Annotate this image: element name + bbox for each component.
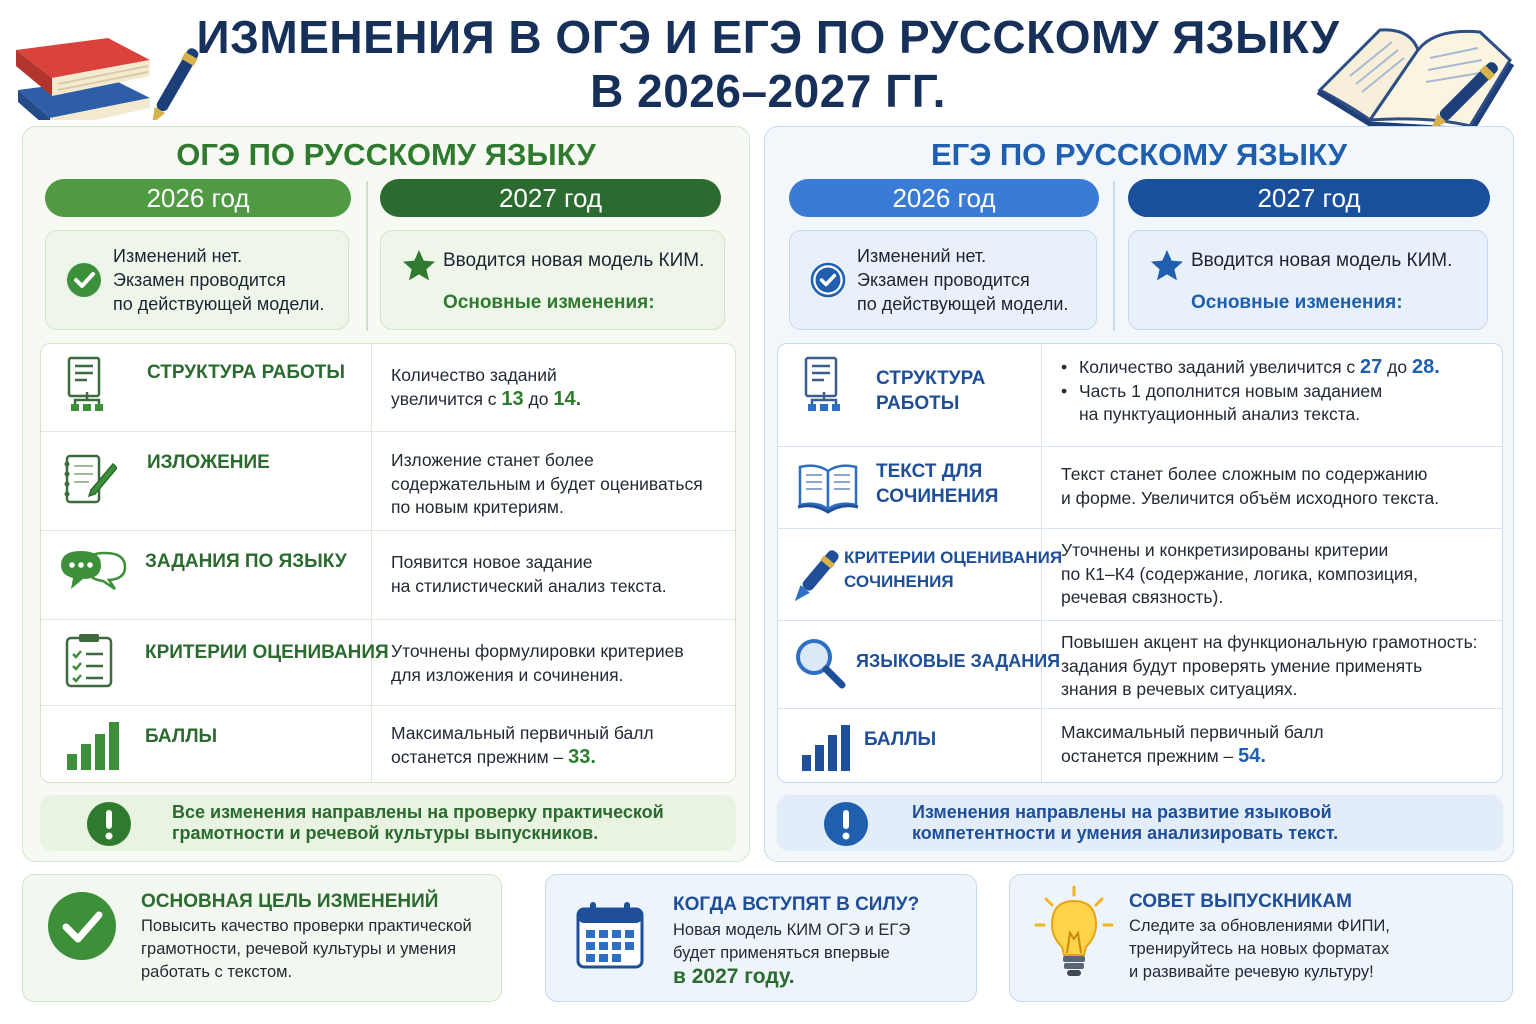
desc-line: Повышен акцент на функциональную грамотность: <box>1061 632 1478 652</box>
text-line: будет применяться впервые <box>673 944 890 962</box>
old-task-count: 27 <box>1360 356 1383 378</box>
status-line: Изменений нет. <box>857 246 987 266</box>
ege-status-2026-text <box>857 244 1068 316</box>
text-line: грамотности, речевой культуры и умения <box>141 940 457 958</box>
bar-chart-icon <box>63 718 119 774</box>
desc-line <box>1061 745 1324 769</box>
exclamation-icon <box>86 801 132 847</box>
effective-date-text <box>673 919 910 965</box>
goal-card <box>22 874 502 1002</box>
max-score-value: 33 <box>568 745 591 768</box>
row-description <box>391 640 684 687</box>
oge-status-2027-card <box>380 230 725 330</box>
note-line: грамотности и речевой культуры выпускников. <box>172 823 599 843</box>
row-label-cell <box>778 621 1061 708</box>
max-score-value: 54 <box>1238 744 1261 767</box>
ege-panel <box>764 126 1514 862</box>
new-task-count: 14 <box>553 387 576 410</box>
table-row <box>778 709 1502 783</box>
effective-year: в 2027 году. <box>673 965 795 988</box>
desc-text: останется прежним – <box>391 746 569 767</box>
oge-year-2027-pill: 2027 год <box>380 179 721 217</box>
label-line: СТРУКТУРА <box>876 368 986 389</box>
desc-line: Уточнены формулировки критериев <box>391 641 684 661</box>
label-line: РАБОТЫ <box>876 393 960 414</box>
ege-summary-text <box>912 802 1338 844</box>
structure-icon <box>63 356 119 412</box>
row-description <box>391 722 654 769</box>
desc-text: увеличится с <box>391 388 502 409</box>
ege-year-2027-pill: 2027 год <box>1128 179 1490 217</box>
desc-text: . <box>1434 356 1440 378</box>
row-description <box>1061 721 1324 768</box>
text-line: Следите за обновлениями ФИПИ, <box>1129 917 1390 935</box>
status-line: Экзамен проводится <box>857 270 1030 290</box>
star-icon <box>1149 248 1185 284</box>
desc-line: Текст станет более сложным по содержанию <box>1061 464 1428 484</box>
row-label-cell <box>41 620 389 705</box>
effective-date-card <box>545 874 977 1002</box>
ege-panel-title: ЕГЭ ПО РУССКОМУ ЯЗЫКУ <box>930 137 1348 172</box>
oge-year-2026-pill: 2026 год <box>45 179 351 217</box>
note-line: компетентности и умения анализировать текст. <box>912 823 1339 843</box>
desc-line: Количество заданий <box>391 365 557 385</box>
old-task-count: 13 <box>501 387 524 410</box>
desc-line: Максимальный первичный балл <box>391 723 654 743</box>
page-title-line-1: ИЗМЕНЕНИЯ В ОГЭ И ЕГЭ ПО РУССКОМУ ЯЗЫКУ <box>196 11 1340 63</box>
note-line: Все изменения направлены на проверку практической <box>172 802 664 822</box>
row-description <box>1061 539 1418 610</box>
oge-main-changes-heading: Основные изменения: <box>443 292 655 313</box>
table-row <box>41 706 735 783</box>
row-label-cell <box>41 432 372 530</box>
label-line: ТЕКСТ ДЛЯ <box>876 461 983 482</box>
row-label-cell <box>778 447 1042 528</box>
row-label: БАЛЛЫ <box>145 726 218 747</box>
row-label: БАЛЛЫ <box>864 729 937 750</box>
oge-status-2026-card <box>45 230 349 330</box>
bullet-item <box>1061 356 1440 380</box>
desc-line: содержательным и будет оцениваться <box>391 473 703 494</box>
ege-year-2026-pill: 2026 год <box>789 179 1099 217</box>
desc-line: Уточнены и конкретизированы критерии <box>1061 540 1389 560</box>
label-line: СОЧИНЕНИЯ <box>876 486 999 507</box>
desc-line: задания будут проверять умение применять <box>1061 655 1423 676</box>
desc-text: . <box>590 745 596 768</box>
magnifier-icon <box>792 635 848 691</box>
check-circle-icon <box>810 262 846 298</box>
row-label <box>876 459 998 509</box>
ege-summary-note <box>777 795 1503 851</box>
ege-year-divider <box>1113 181 1115 331</box>
text-line: Повысить качество проверки практической <box>141 917 472 935</box>
row-label: КРИТЕРИИ ОЦЕНИВАНИЯ <box>145 642 389 663</box>
table-row <box>41 432 735 531</box>
row-label: ЯЗЫКОВЫЕ ЗАДАНИЯ <box>856 651 1061 671</box>
goal-title: ОСНОВНАЯ ЦЕЛЬ ИЗМЕНЕНИЙ <box>141 891 439 912</box>
row-label-cell <box>41 344 372 431</box>
row-label-cell <box>41 531 372 619</box>
table-row <box>41 620 735 706</box>
structure-icon <box>800 356 856 412</box>
row-label-cell <box>778 709 1042 783</box>
status-line: Изменений нет. <box>113 246 243 266</box>
label-line: КРИТЕРИИ ОЦЕНИВАНИЯ <box>844 548 1063 567</box>
desc-line: для изложения и сочинения. <box>391 664 624 685</box>
page-title-line-2: В 2026–2027 ГГ. <box>590 65 946 117</box>
ege-status-2026-card <box>789 230 1097 330</box>
desc-line: Изложение станет более <box>391 450 594 470</box>
row-label-cell <box>778 529 1063 620</box>
desc-text: . <box>1260 744 1266 767</box>
tip-text <box>1129 915 1390 984</box>
table-row <box>778 344 1502 447</box>
oge-changes-table <box>40 343 736 783</box>
effective-date-title: КОГДА ВСТУПЯТ В СИЛУ? <box>673 894 920 915</box>
row-description <box>1061 356 1440 427</box>
checklist-icon <box>61 632 117 688</box>
fountain-pen-icon <box>790 545 846 601</box>
row-label: ИЗЛОЖЕНИЕ <box>147 452 270 473</box>
new-task-count: 28 <box>1411 356 1435 378</box>
tip-card <box>1009 874 1513 1002</box>
desc-line: по К1–К4 (содержание, логика, композиция, <box>1061 563 1419 584</box>
desc-line: и форме. Увеличится объём исходного текста. <box>1061 487 1440 508</box>
row-description <box>1061 463 1439 510</box>
chat-bubbles-icon <box>57 545 129 601</box>
oge-year-divider <box>366 181 368 331</box>
desc-line: • Часть 1 дополнится новым заданием <box>1079 380 1383 401</box>
desc-line: знания в речевых ситуациях. <box>1061 679 1298 699</box>
goal-text <box>141 915 472 984</box>
desc-line: на пунктуационный анализ текста. <box>1079 404 1361 424</box>
desc-text: останется прежним – <box>1061 745 1239 766</box>
table-row <box>41 344 735 432</box>
oge-panel <box>22 126 750 862</box>
label-line: СОЧИНЕНИЯ <box>844 572 954 591</box>
calendar-icon <box>574 899 646 971</box>
ege-status-2027-card <box>1128 230 1488 330</box>
desc-text: до <box>1382 357 1412 377</box>
text-line: Новая модель КИМ ОГЭ и ЕГЭ <box>673 921 911 939</box>
oge-new-model-text: Вводится новая модель КИМ. <box>443 250 705 271</box>
text-line: работать с текстом. <box>141 963 293 981</box>
exclamation-icon <box>823 801 869 847</box>
row-description <box>391 449 703 520</box>
table-row <box>778 621 1502 709</box>
oge-status-2026-text <box>113 244 324 316</box>
check-circle-icon <box>47 891 117 961</box>
row-label: СТРУКТУРА РАБОТЫ <box>147 362 345 383</box>
row-label <box>844 546 1062 594</box>
note-line: Изменения направлены на развитие языковой <box>912 802 1332 822</box>
desc-line <box>391 388 581 412</box>
desc-line: Появится новое задание <box>391 552 593 572</box>
light-bulb-icon <box>1034 885 1114 985</box>
text-line: и развивайте речевую культуру! <box>1129 963 1374 981</box>
page-title <box>0 10 1536 118</box>
desc-line: речевая связность). <box>1061 587 1224 607</box>
desc-text: до <box>523 388 554 409</box>
row-description <box>391 364 581 411</box>
notebook-pen-icon <box>61 452 117 508</box>
status-line: Экзамен проводится <box>113 270 286 290</box>
status-line: по действующей модели. <box>857 294 1069 314</box>
desc-line: Максимальный первичный балл <box>1061 722 1324 742</box>
row-description <box>391 551 667 598</box>
ege-changes-table <box>777 343 1503 783</box>
status-line: по действующей модели. <box>113 294 325 314</box>
row-label: ЗАДАНИЯ ПО ЯЗЫКУ <box>145 551 347 572</box>
table-row <box>41 531 735 620</box>
row-label-cell <box>778 344 1042 446</box>
table-row <box>778 447 1502 529</box>
oge-summary-text <box>172 802 664 844</box>
table-row <box>778 529 1502 621</box>
bar-chart-icon <box>798 721 854 777</box>
row-label-cell <box>41 706 372 783</box>
oge-panel-title: ОГЭ ПО РУССКОМУ ЯЗЫКУ <box>176 137 596 172</box>
star-icon <box>401 248 437 284</box>
desc-line <box>391 746 654 770</box>
check-circle-icon <box>66 262 102 298</box>
ege-main-changes-heading: Основные изменения: <box>1191 292 1403 313</box>
desc-line: по новым критериям. <box>391 497 564 517</box>
desc-text: Количество заданий увеличится с <box>1079 357 1361 377</box>
row-description <box>1061 631 1478 702</box>
tip-title: СОВЕТ ВЫПУСКНИКАМ <box>1129 891 1352 912</box>
oge-summary-note <box>40 795 736 851</box>
desc-line: на стилистический анализ текста. <box>391 575 667 596</box>
row-label <box>876 366 985 416</box>
bullet-item <box>1061 380 1440 427</box>
open-book-icon <box>796 459 860 515</box>
desc-text: . <box>575 387 582 410</box>
ege-new-model-text: Вводится новая модель КИМ. <box>1191 250 1453 271</box>
text-line: тренируйтесь на новых форматах <box>1129 940 1390 958</box>
